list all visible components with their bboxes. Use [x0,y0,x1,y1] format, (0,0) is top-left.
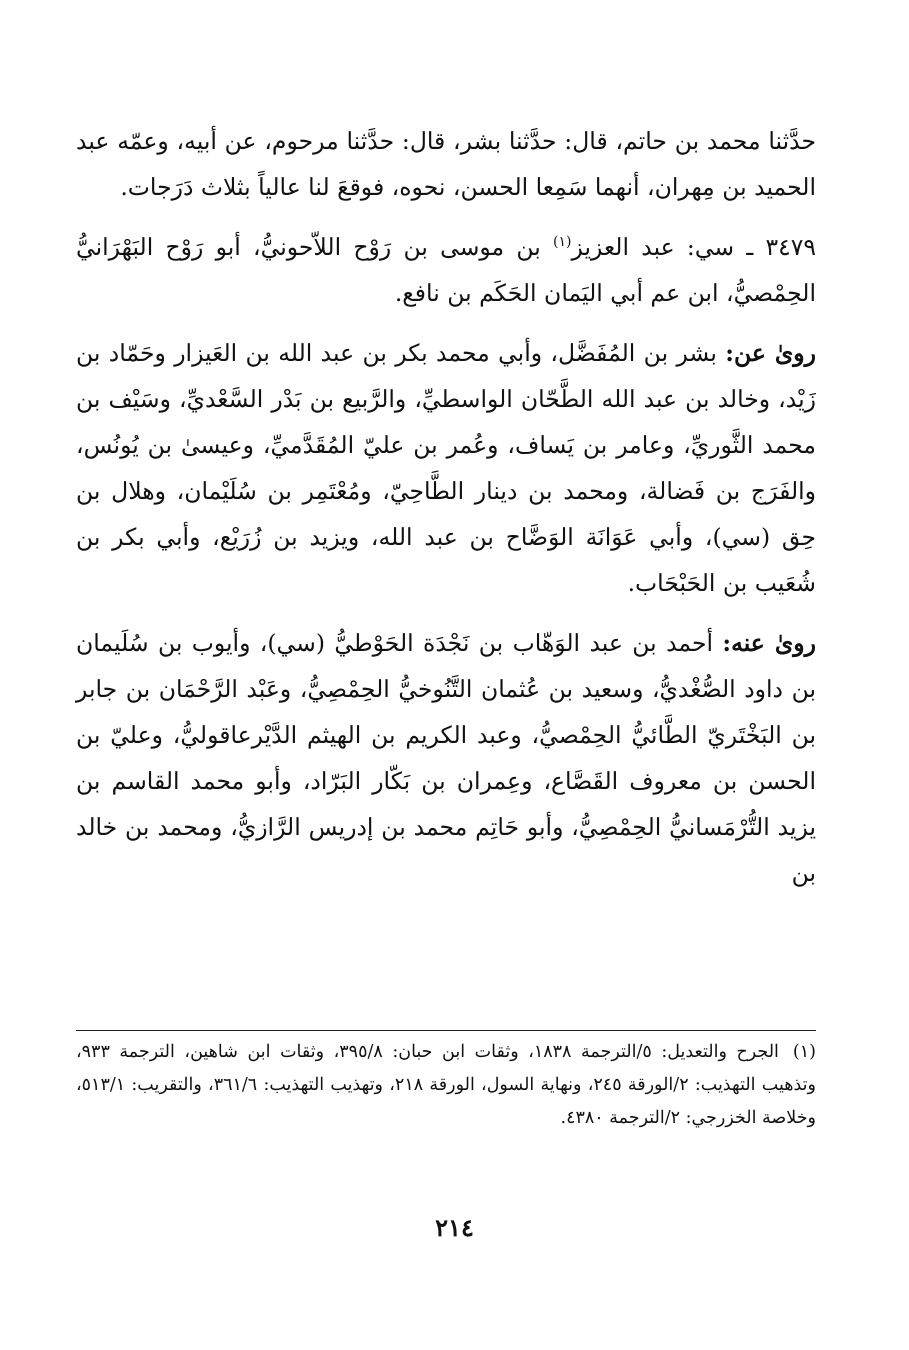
main-text [76,118,816,910]
intro-text: حدَّثنا محمد بن حاتم، قال: حدَّثنا بشر، قال: حدَّثنا مرحوم، عن أبيه، وعمّه عبد الحميد بن مِهران، أنهما سَمِعا الحسن، نحوه، فوقعَ لنا عالياً بثلاث دَرَجات. [76,127,816,201]
rawa-anhu-lead: روىٰ عنه: [722,629,816,657]
rawa-an-lead: روىٰ عن: [725,339,816,367]
footnote [76,1036,816,1135]
intro-paragraph [76,118,816,210]
footnote-text: الجرح والتعديل: ٥/الترجمة ١٨٣٨، وثقات ابن حبان: ٣٩٥/٨، وثقات ابن شاهين، الترجمة ٩٣٣، وتذهيب التهذيب: ٢/الورقة ٢٤٥، ونهاية السول، الورقة ٢١٨، وتهذيب التهذيب: ٣٦١/٦، والتقريب: ٥١٣/١، وخلاصة الخزرجي: ٢/الترجمة ٤٣٨٠. [76,1042,816,1128]
footnote-divider [76,1030,816,1031]
entry-header: ٣٤٧٩ ـ سي: عبد العزيز [571,233,816,261]
footnote-marker[interactable]: (١) [553,234,572,251]
rawa-anhu-paragraph [76,620,816,896]
entry-header-rest: بن موسى بن رَوْح اللاّحونيُّ، أبو رَوْح البَهْرَانيُّ الحِمْصيُّ، ابن عم أبي اليَمان الحَكَم بن نافع. [76,233,816,307]
page-number: ٢١٤ [435,1213,474,1242]
rawa-an-text: بشر بن المُفَضَّل، وأبي محمد بكر بن عبد الله بن العَيزار وحَمّاد بن زَيْد، وخالد بن عبد الله الطَّحّان الواسطيِّ، والرَّبيع بن بَدْر السَّعْديِّ، وسَيْف بن محمد الثَّوريِّ، وعامر بن يَساف، وعُمر بن عليّ المُقَدَّميِّ، وعيسىٰ بن يُونُس، والفَرَج بن فَضالة، ومحمد بن دينار الطَّاحِيّ، ومُعْتَمِر بن سُلَيْمان، وهلال بن حِق (سي)، وأبي عَوَانَة الوَضَّاح بن عبد الله، ويزيد بن زُرَيْع، وأبي بكر بن شُعَيب بن الحَبْحَاب. [76,339,816,597]
rawa-anhu-text: أحمد بن عبد الوَهّاب بن نَجْدَة الحَوْطيُّ (سي)، وأيوب بن سُلَيمان بن داود الصُّغْديُّ، وسعيد بن عُثمان التَّنُوخيُّ الحِمْصِيُّ، وعَبْد الرَّحْمَان بن جابر بن البَخْتَريّ الطَّائيُّ الحِمْصيُّ، وعبد الكريم بن الهيثم الدَّيْرعاقوليُّ، وعليّ بن الحسن بن معروف القَصَّاع، وعِمران بن بَكّار البَرّاد، وأبو محمد القاسم بن يزيد التُّرْمَسانيُّ الحِمْصِيُّ، وأبو حَاتِم محمد بن إدريس الرَّازيُّ، ومحمد بن خالد بن [76,629,817,887]
rawa-an-paragraph [76,330,816,606]
footnote-number: (١) [792,1042,816,1062]
entry-header-paragraph [76,224,816,316]
